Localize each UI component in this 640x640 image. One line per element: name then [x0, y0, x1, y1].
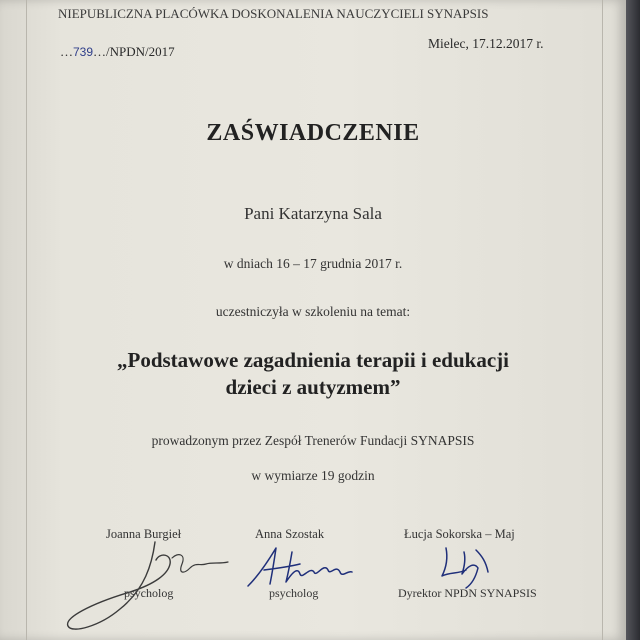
right-border-line [602, 0, 603, 640]
reference-number [60, 44, 175, 60]
intro-line: uczestniczyła w szkoleniu na temat: [215, 304, 411, 319]
institution-header: NIEPUBLICZNA PLACÓWKA DOSKONALENIA NAUCZYCIELI SYNAPSIS [58, 6, 489, 21]
signatory-2-role: psycholog [269, 586, 319, 600]
reference-suffix: …/NPDN/2017 [93, 44, 175, 59]
signatory-1-role: psycholog [124, 586, 174, 600]
training-topic-line-2: dzieci z autyzmem” [225, 375, 401, 399]
signature-1-image [60, 534, 230, 640]
document-title: ZAŚWIADCZENIE [206, 120, 420, 146]
background-edge [626, 0, 640, 640]
signatory-3-name: Łucja Sokorska – Maj [404, 527, 515, 541]
signatory-2-name: Anna Szostak [255, 527, 325, 541]
signature-3-image [436, 542, 496, 590]
left-border-line [26, 0, 27, 640]
training-dates: w dniach 16 – 17 grudnia 2017 r. [223, 256, 403, 271]
place-date: Mielec, 17.12.2017 r. [428, 36, 544, 51]
training-topic-line-1: „Podstawowe zagadnienia terapii i edukacji [117, 348, 509, 372]
recipient-name: Pani Katarzyna Sala [244, 204, 382, 223]
reference-handwritten-number: 739 [73, 45, 94, 59]
signatory-1-name: Joanna Burgieł [106, 527, 182, 541]
hours-line: w wymiarze 19 godzin [251, 468, 375, 483]
signatory-3-role: Dyrektor NPDN SYNAPSIS [398, 586, 537, 600]
led-by-line: prowadzonym przez Zespół Trenerów Fundacji SYNAPSIS [151, 433, 475, 448]
signature-2-image [240, 544, 360, 590]
reference-prefix: … [60, 44, 73, 59]
